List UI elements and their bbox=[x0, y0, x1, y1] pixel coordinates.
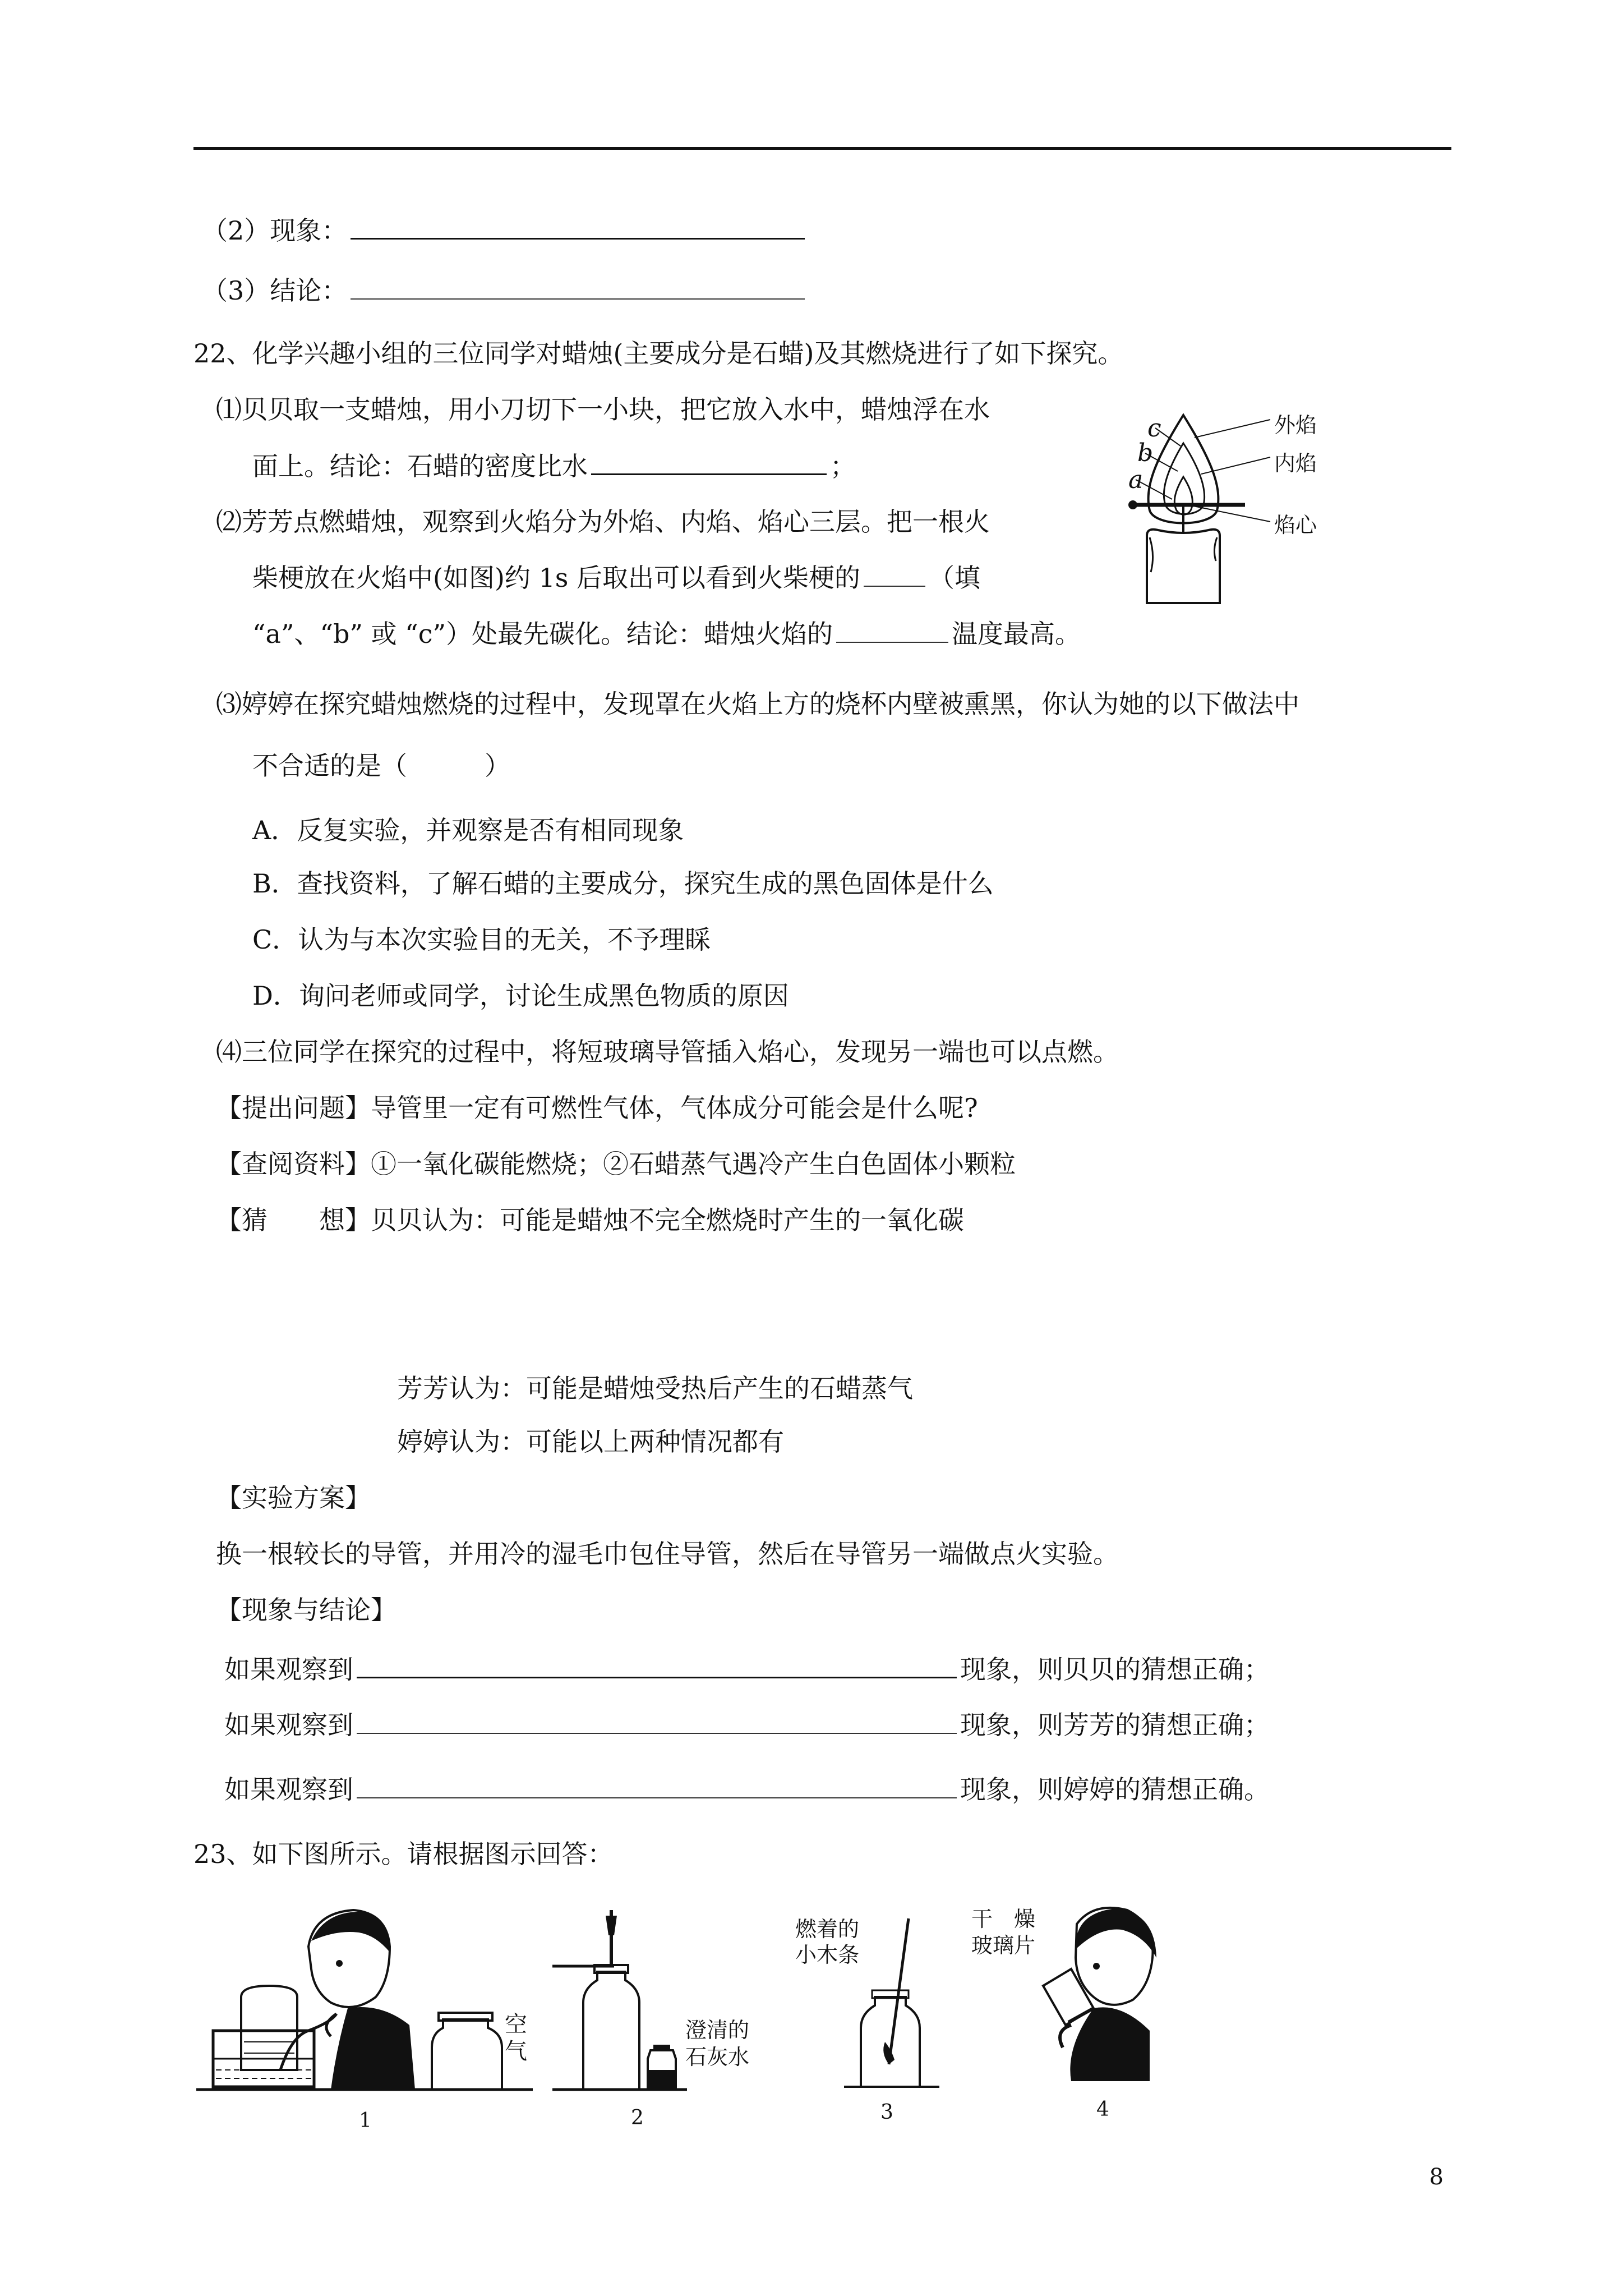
answer-blank[interactable] bbox=[836, 617, 948, 643]
q21-phenomenon bbox=[202, 213, 808, 247]
figure-number-4: 4 bbox=[1096, 2098, 1109, 2121]
observe-prefix: 如果观察到 bbox=[224, 1654, 353, 1685]
header-rule bbox=[193, 147, 1451, 150]
observe-row-3 bbox=[224, 1773, 1270, 1806]
q22-p2-text-2: “a”、“b” 或 “c”）处最先碳化。结论：蜡烛火焰的 bbox=[252, 619, 833, 649]
answer-blank[interactable] bbox=[357, 1652, 957, 1678]
q23-title: 23、如下图所示。请根据图示回答： bbox=[193, 1839, 614, 1869]
observe-suffix: 现象，则婷婷的猜想正确。 bbox=[960, 1774, 1270, 1805]
label-stick-1: 燃着的 bbox=[795, 1917, 860, 1941]
fig-label-b: b bbox=[1137, 439, 1154, 467]
observe-suffix: 现象，则芳芳的猜想正确； bbox=[960, 1710, 1270, 1740]
q22-p2-line3 bbox=[252, 617, 1081, 651]
label-limewater-1: 澄清的 bbox=[685, 2018, 750, 2042]
q22-p4: ⑷三位同学在探究的过程中，将短玻璃导管插入焰心，发现另一端也可以点燃。 bbox=[216, 1037, 1119, 1067]
q22-p1-end: ； bbox=[830, 451, 856, 481]
fig-label-core: 焰心 bbox=[1274, 513, 1317, 537]
q22-guess-2: 芳芳认为：可能是蜡烛受热后产生的石蜡蒸气 bbox=[397, 1373, 913, 1404]
answer-blank[interactable] bbox=[357, 1773, 957, 1798]
answer-blank[interactable] bbox=[357, 1708, 957, 1734]
observe-prefix: 如果观察到 bbox=[224, 1774, 353, 1805]
fig-label-c: c bbox=[1147, 414, 1161, 443]
label-glass-1: 干 燥 bbox=[971, 1907, 1036, 1931]
label-air: 空 气 bbox=[505, 2012, 527, 2064]
q22-plan-head: 【实验方案】 bbox=[216, 1483, 371, 1513]
q22-p3-line2: 不合适的是（ ） bbox=[252, 751, 510, 781]
figure-number-1: 1 bbox=[359, 2109, 372, 2132]
q22-p2-line1: ⑵芳芳点燃蜡烛，观察到火焰分为外焰、内焰、焰心三层。把一根火 bbox=[216, 507, 990, 537]
observe-prefix: 如果观察到 bbox=[224, 1710, 353, 1740]
q22-result-head: 【现象与结论】 bbox=[216, 1595, 396, 1625]
fig-label-outer: 外焰 bbox=[1274, 413, 1317, 438]
q21-conclusion bbox=[202, 274, 808, 307]
fig-label-a: a bbox=[1128, 466, 1144, 494]
label-glass-2: 玻璃片 bbox=[971, 1933, 1036, 1958]
q22-p2-text: 柴梗放在火焰中(如图)约 1s 后取出可以看到火柴梗的 bbox=[252, 563, 861, 593]
label-limewater-2: 石灰水 bbox=[685, 2045, 750, 2069]
q22-p1-line1: ⑴贝贝取一支蜡烛，用小刀切下一小块，把它放入水中，蜡烛浮在水 bbox=[216, 394, 990, 425]
q22-question: 【提出问题】导管里一定有可燃性气体，气体成分可能会是什么呢? bbox=[216, 1093, 978, 1123]
page-number: 8 bbox=[1429, 2164, 1444, 2190]
observe-row-1 bbox=[224, 1652, 1270, 1686]
q22-p3-line1: ⑶婷婷在探究蜡烛燃烧的过程中，发现罩在火焰上方的烧杯内壁被熏黑，你认为她的以下做法中 bbox=[216, 689, 1299, 719]
option-d[interactable]: D．询问老师或同学，讨论生成黑色物质的原因 bbox=[252, 981, 789, 1011]
q22-title: 22、化学兴趣小组的三位同学对蜡烛(主要成分是石蜡)及其燃烧进行了如下探究。 bbox=[193, 338, 1124, 369]
observe-row-2 bbox=[224, 1708, 1270, 1742]
q22-p1-line2 bbox=[252, 449, 856, 483]
q22-p1-text: 面上。结论：石蜡的密度比水 bbox=[252, 451, 588, 481]
q22-guess-1: 【猜 想】贝贝认为：可能是蜡烛不完全燃烧时产生的一氧化碳 bbox=[216, 1205, 964, 1235]
fig-label-inner: 内焰 bbox=[1274, 451, 1317, 476]
experiment-figure-1 bbox=[196, 1902, 533, 2098]
answer-blank[interactable] bbox=[351, 213, 805, 240]
q22-guess-3: 婷婷认为：可能以上两种情况都有 bbox=[397, 1427, 784, 1457]
q22-p2-fill-hint: （填 bbox=[929, 563, 981, 593]
answer-blank[interactable] bbox=[351, 274, 805, 300]
q22-p2-line2 bbox=[252, 561, 980, 595]
option-b[interactable]: B．查找资料，了解石蜡的主要成分，探究生成的黑色固体是什么 bbox=[252, 868, 994, 899]
label-stick-2: 小木条 bbox=[795, 1943, 860, 1967]
answer-blank[interactable] bbox=[591, 449, 827, 475]
figure-number-3: 3 bbox=[880, 2101, 893, 2124]
figure-number-2: 2 bbox=[631, 2106, 644, 2129]
q22-reference: 【查阅资料】①一氧化碳能燃烧；②石蜡蒸气遇冷产生白色固体小颗粒 bbox=[216, 1149, 1016, 1179]
observe-suffix: 现象，则贝贝的猜想正确； bbox=[960, 1654, 1270, 1685]
q22-plan-text: 换一根较长的导管，并用冷的湿毛巾包住导管，然后在导管另一端做点火实验。 bbox=[216, 1539, 1119, 1569]
q21-phenomenon-label: （2）现象： bbox=[202, 215, 348, 246]
option-c[interactable]: C．认为与本次实验目的无关，不予理睬 bbox=[252, 924, 711, 955]
q22-p2-end: 温度最高。 bbox=[951, 619, 1081, 649]
q21-conclusion-label: （3）结论： bbox=[202, 275, 348, 306]
option-a[interactable]: A．反复实验，并观察是否有相同现象 bbox=[252, 815, 684, 845]
answer-blank[interactable] bbox=[864, 561, 925, 587]
